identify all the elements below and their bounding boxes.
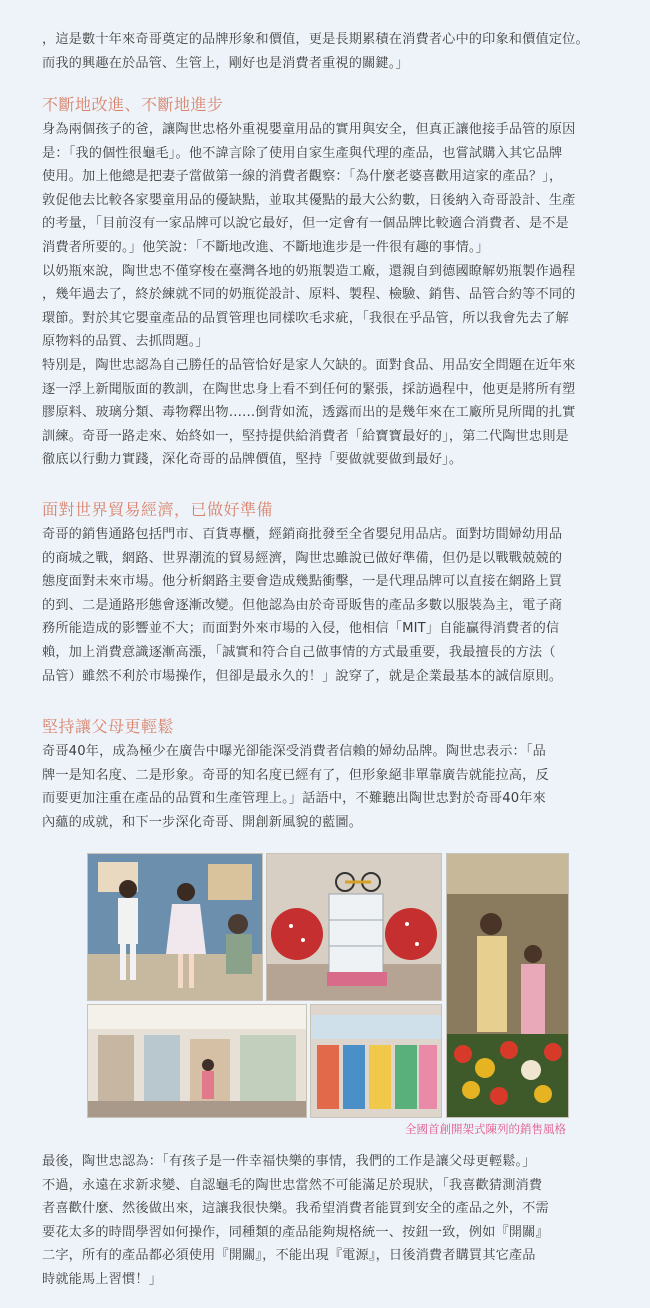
paragraph: 身為兩個孩子的爸，讓陶世忠格外重視嬰童用品的實用與安全，但真正讓他接手品管的原因 是：「我的個性很龜毛」。他不諱言除了使用自家生產與代理的產品，也嘗試購入其它品牌 使用。加上他總是把妻子當做第一線的消費者觀察：「為什麼老婆喜歡用這家的產品？」， 敦促他去比較各家嬰童用品的優缺點，並取其優點的最大公約數，日後納入奇哥設計、生產 的考量，「目前沒有一家品牌可以說它最好，但一定會有一個品牌比較適合消費者、是不是 消費者所要的。」他笑說：「不斷地改進、不斷地進步是一件很有趣的事情。」 [42, 122, 576, 255]
closing-paragraph: 最後，陶世忠認為：「有孩子是一件幸福快樂的事情，我們的工作是讓父母更輕鬆。」 不過，永遠在求新求變、自認龜毛的陶世忠當然不可能滿足於現狀，「我喜歡猜測消費 者喜歡什麼、然後做出來，這讓我很快樂。我希望消費者能買到安全的產品之外，不需 要花太多的時間學習如何操作，同種類的產品能夠規格統一、按鈕一致，例如『開關』 二字，所有的產品都必須使用『開關』，不能出現『電源』，日後消費者購買其它產品 時就能馬上習慣！」 [42, 1154, 549, 1287]
section2-body [42, 523, 642, 688]
intro-block [42, 28, 642, 75]
section3-body [42, 740, 642, 834]
photo-open-shelf-products [310, 1004, 442, 1118]
photo-store-display-stand [266, 853, 442, 1001]
section-heading: 面對世界貿易經濟，已做好準備 [42, 500, 274, 519]
paragraph: 奇哥的銷售通路包括門市、百貨專櫃，經銷商批發至全省嬰兒用品店。面對坊間婦幼用品 的商城之戰，網路、世界潮流的貿易經濟，陶世忠雖說已做好準備，但仍是以戰戰兢兢的 態度面對未來市場。他分析網路主要會造成幾點衝擊，一是代理品牌可以直接在網路上買 的到、二是通路形態會逐漸改變。但他認為由於奇哥販售的產品多數以服裝為主，電子商 務所能造成的影響並不大；而面對外來市場的入侵，他相信「MIT」自能贏得消費者的信 賴，加上消費意識逐漸高漲，「誠實和符合自己做事情的方式最重要，我最擅長的方法（ 品管）雖然不利於市場操作，但卻是最永久的！」說穿了，就是企業最基本的誠信原則。 [42, 527, 563, 684]
section-heading: 不斷地改進、不斷地進步 [42, 95, 224, 114]
paragraph: 特別是，陶世忠認為自己勝任的品管恰好是家人欠缺的。面對食品、用品安全問題在近年來 逐一浮上新聞版面的教訓，在陶世忠身上看不到任何的緊張，採訪過程中，他更是將所有塑 膠原料、玻璃分類、毒物釋出物……倒背如流，透露而出的是幾年來在工廠所見所聞的扎實 訓練。奇哥一路走來、始終如一，堅持提供給消費者「給寶寶最好的」，第二代陶世忠則是 徹底以行動力實踐，深化奇哥的品牌價值，堅持「要做就要做到最好」。 [42, 357, 576, 468]
section-heading: 堅持讓父母更輕鬆 [42, 717, 175, 736]
section1-body [42, 118, 642, 472]
intro-paragraph: ，這是數十年來奇哥奠定的品牌形象和價值，更是長期累積在消費者心中的印象和價值定位。 而我的興趣在於品管、生管上，剛好也是消費者重視的關鍵。」 [42, 32, 589, 71]
photo-store-interior [87, 1004, 307, 1118]
paragraph: 奇哥40年，成為極少在廣告中曝光卻能深受消費者信賴的婦幼品牌。陶世忠表示：「品 牌一是知名度、二是形象。奇哥的知名度已經有了，但形象絕非單靠廣告就能拉高，反 而要更加注重在產品的品質和生產管理上。」話語中，不難聽出陶世忠對於奇哥40年來 內蘊的成就，和下一步深化奇哥、開創新風貌的藍圖。 [42, 744, 549, 830]
closing-block [42, 1150, 642, 1292]
section-easier-for-parents [42, 716, 642, 738]
section-world-trade [42, 499, 642, 521]
section-continuous-improvement [42, 94, 642, 116]
photo-mannequins-flowers [446, 853, 569, 1118]
photo-caption: 全國首創開架式陳列的銷售風格 [405, 1122, 566, 1136]
photo-children-dancing [87, 853, 263, 1001]
paragraph: 以奶瓶來說，陶世忠不僅穿梭在臺灣各地的奶瓶製造工廠，還親自到德國瞭解奶瓶製作過程 ，幾年過去了，終於練就不同的奶瓶從設計、原料、製程、檢驗、銷售、品管合約等不同的 環節。對於其它嬰童產品的品質管理也同樣吹毛求疵，「我很在乎品管，所以我會先去了解 原物料的品質、去抓問題。」 [42, 263, 576, 350]
